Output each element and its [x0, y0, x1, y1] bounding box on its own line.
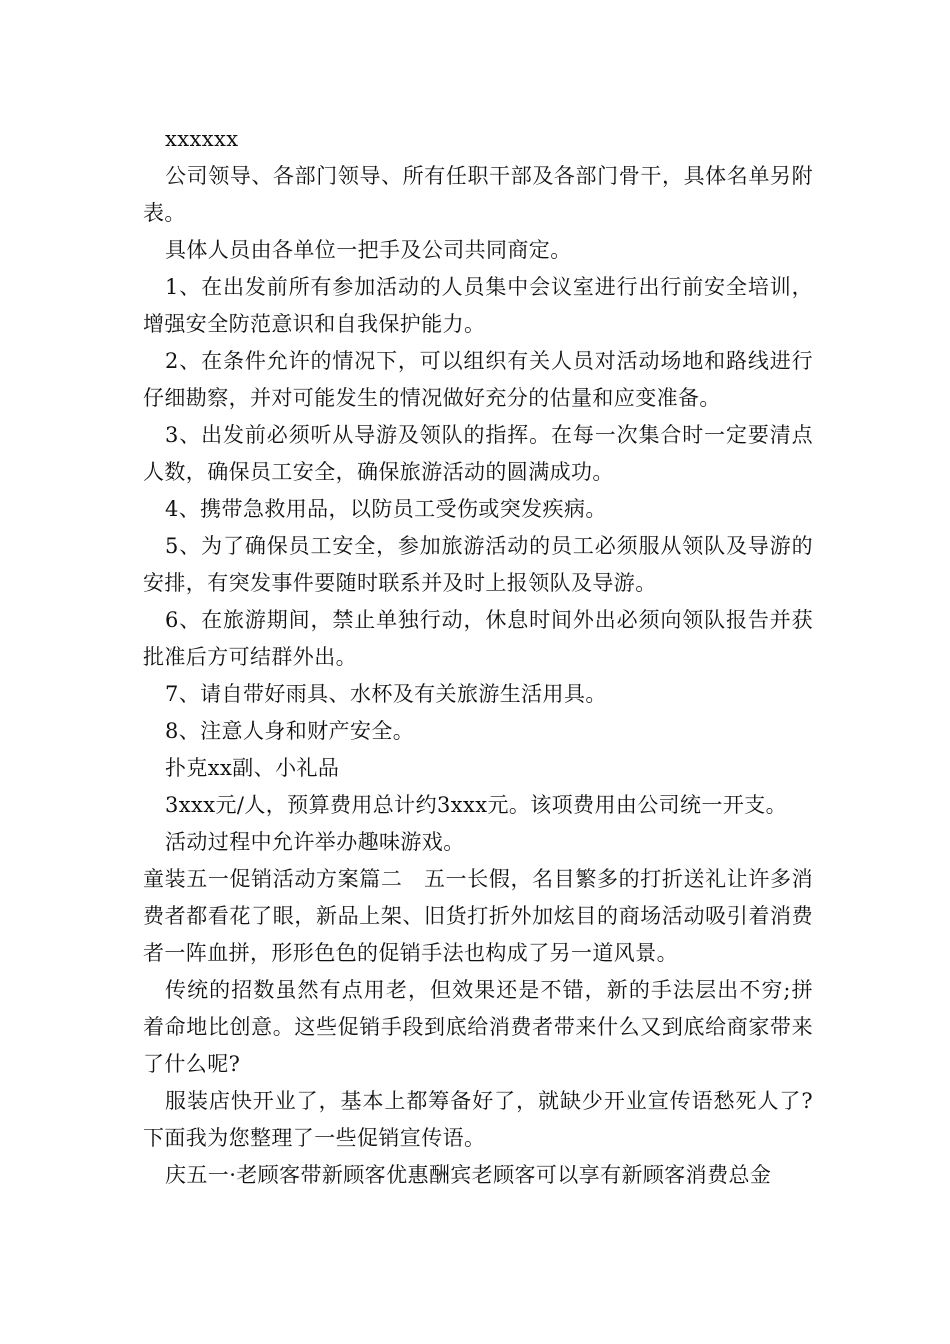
paragraph-rule-6: 6、在旅游期间，禁止单独行动，休息时间外出必须向领队报告并获批准后方可结群外出。 [143, 608, 813, 669]
paragraph-rule-5: 5、为了确保员工安全，参加旅游活动的员工必须服从领队及导游的安排，有突发事件要随时联系并及时上报领队及导游。 [143, 534, 813, 595]
paragraph-rule-7: 7、请自带好雨具、水杯及有关旅游生活用具。 [165, 682, 607, 706]
document-body [143, 121, 813, 1194]
paragraph-rule-4: 4、携带急救用品，以防员工受伤或突发疾病。 [165, 497, 607, 521]
paragraph-personnel: 具体人员由各单位一把手及公司共同商定。 [165, 238, 572, 262]
paragraph-rule-8: 8、注意人身和财产安全。 [165, 719, 415, 743]
paragraph-participants: 公司领导、各部门领导、所有任职干部及各部门骨干，具体名单另附表。 [143, 164, 813, 225]
paragraph-rule-3: 3、出发前必须听从导游及领队的指挥。在每一次集合时一定要清点人数，确保员工安全，确保旅游活动的圆满成功。 [143, 423, 813, 484]
paragraph-store-opening: 服装店快开业了，基本上都筹备好了，就缺少开业宣传语愁死人了?下面我为您整理了一些促销宣传语。 [143, 1089, 813, 1150]
paragraph-rule-2: 2、在条件允许的情况下，可以组织有关人员对活动场地和路线进行仔细勘察，并对可能发生的情况做好充分的估量和应变准备。 [143, 349, 813, 410]
paragraph-promo-slogan: 庆五一·老顾客带新顾客优惠酬宾老顾客可以享有新顾客消费总金 [165, 1163, 772, 1187]
paragraph-rule-1: 1、在出发前所有参加活动的人员集中会议室进行出行前安全培训，增强安全防范意识和自我保护能力。 [143, 275, 813, 336]
paragraph-supplies: 扑克xx副、小礼品 [165, 756, 340, 780]
paragraph-header-code: xxxxxx [165, 127, 239, 151]
paragraph-games: 活动过程中允许举办趣味游戏。 [165, 830, 465, 854]
paragraph-budget: 3xxx元/人，预算费用总计约3xxx元。该项费用由公司统一开支。 [165, 793, 788, 817]
paragraph-traditional-tricks: 传统的招数虽然有点用老，但效果还是不错，新的手法层出不穷;拼着命地比创意。这些促销手段到底给消费者带来什么又到底给商家带来了什么呢? [143, 978, 813, 1076]
paragraph-section-two-intro: 童装五一促销活动方案篇二 五一长假，名目繁多的打折送礼让许多消费者都看花了眼，新品上架、旧货打折外加炫目的商场活动吸引着消费者一阵血拼，形形色色的促销手法也构成了另一道风景。 [143, 867, 813, 965]
